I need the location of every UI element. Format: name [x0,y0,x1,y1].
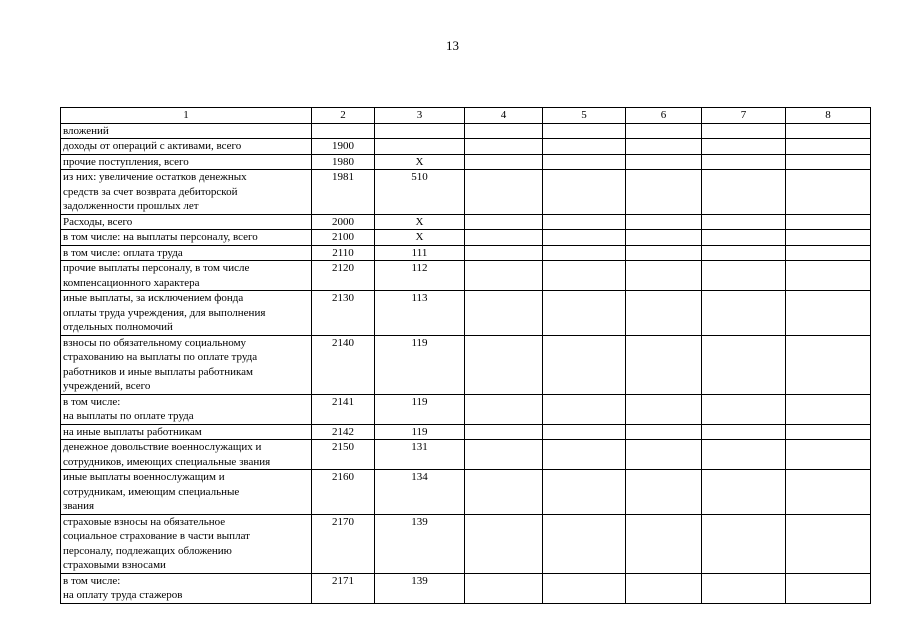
row-budget-code-cell: 134 [375,470,465,515]
table-row [61,514,871,573]
table-row [61,394,871,424]
row-name-cell: вложений [61,123,312,139]
row-value-cell [702,291,786,336]
row-value-cell [465,424,543,440]
row-value-cell [786,214,871,230]
row-line-code-cell: 2140 [312,335,375,394]
table-row [61,424,871,440]
row-value-cell [626,394,702,424]
row-name-cell: иные выплаты военнослужащим и сотрудникам, имеющим специальные звания [61,470,312,515]
row-value-cell [465,291,543,336]
row-budget-code-cell: 119 [375,335,465,394]
row-line-code-cell: 2160 [312,470,375,515]
row-name-cell: в том числе: на выплаты по оплате труда [61,394,312,424]
row-value-cell [465,335,543,394]
row-value-cell [626,154,702,170]
table-row [61,335,871,394]
plan-table [60,107,871,604]
row-budget-code-cell: 131 [375,440,465,470]
column-header: 5 [543,108,626,124]
row-value-cell [543,394,626,424]
row-name-cell: прочие поступления, всего [61,154,312,170]
row-line-code-cell: 2171 [312,573,375,603]
row-budget-code-cell: 139 [375,573,465,603]
row-value-cell [465,394,543,424]
table-row [61,573,871,603]
row-value-cell [465,261,543,291]
row-value-cell [465,470,543,515]
row-value-cell [702,139,786,155]
row-budget-code-cell: 113 [375,291,465,336]
row-value-cell [702,230,786,246]
row-line-code-cell: 1980 [312,154,375,170]
row-value-cell [702,123,786,139]
row-name-cell: страховые взносы на обязательное социальное страхование в части выплат персоналу, подлежащих обложению страховыми взносами [61,514,312,573]
row-budget-code-cell: X [375,154,465,170]
row-name-cell: денежное довольствие военнослужащих и сотрудников, имеющих специальные звания [61,440,312,470]
row-value-cell [543,230,626,246]
row-value-cell [626,470,702,515]
row-value-cell [626,123,702,139]
row-value-cell [465,440,543,470]
row-value-cell [543,214,626,230]
row-value-cell [465,230,543,246]
row-budget-code-cell [375,123,465,139]
row-value-cell [702,424,786,440]
column-header: 2 [312,108,375,124]
column-header: 8 [786,108,871,124]
row-value-cell [786,424,871,440]
row-name-cell: прочие выплаты персоналу, в том числе компенсационного характера [61,261,312,291]
row-value-cell [786,440,871,470]
row-value-cell [702,470,786,515]
row-line-code-cell: 2120 [312,261,375,291]
table-row [61,470,871,515]
row-value-cell [786,573,871,603]
row-value-cell [786,394,871,424]
row-value-cell [786,291,871,336]
row-value-cell [626,291,702,336]
row-value-cell [465,514,543,573]
row-line-code-cell: 2150 [312,440,375,470]
row-line-code-cell: 2100 [312,230,375,246]
row-value-cell [543,261,626,291]
table-row [61,230,871,246]
row-name-cell: в том числе: на оплату труда стажеров [61,573,312,603]
row-line-code-cell: 2000 [312,214,375,230]
row-value-cell [543,335,626,394]
row-value-cell [702,440,786,470]
row-value-cell [702,245,786,261]
table-row [61,139,871,155]
row-value-cell [626,261,702,291]
row-value-cell [702,335,786,394]
row-line-code-cell: 2110 [312,245,375,261]
table-row [61,214,871,230]
row-value-cell [786,245,871,261]
row-line-code-cell: 1981 [312,170,375,215]
row-value-cell [465,245,543,261]
page-number: 13 [446,38,459,53]
row-budget-code-cell: 112 [375,261,465,291]
row-value-cell [543,139,626,155]
row-budget-code-cell: 111 [375,245,465,261]
column-header: 1 [61,108,312,124]
row-value-cell [786,123,871,139]
table-row [61,245,871,261]
row-value-cell [465,214,543,230]
row-value-cell [626,230,702,246]
column-header: 3 [375,108,465,124]
row-budget-code-cell: X [375,230,465,246]
table-row [61,291,871,336]
row-value-cell [543,245,626,261]
row-value-cell [465,139,543,155]
row-budget-code-cell: 119 [375,424,465,440]
row-budget-code-cell: X [375,214,465,230]
row-value-cell [543,514,626,573]
row-value-cell [626,440,702,470]
row-value-cell [465,170,543,215]
row-name-cell: на иные выплаты работникам [61,424,312,440]
row-line-code-cell: 1900 [312,139,375,155]
row-value-cell [626,424,702,440]
row-value-cell [543,123,626,139]
header-row [61,108,871,124]
row-value-cell [543,440,626,470]
row-value-cell [543,573,626,603]
row-value-cell [786,154,871,170]
row-value-cell [626,170,702,215]
column-header: 6 [626,108,702,124]
row-value-cell [543,154,626,170]
row-value-cell [702,170,786,215]
row-value-cell [626,335,702,394]
row-value-cell [702,394,786,424]
row-name-cell: иные выплаты, за исключением фонда оплаты труда учреждения, для выполнения отдельных полномочий [61,291,312,336]
row-name-cell: взносы по обязательному социальному страхованию на выплаты по оплате труда работников и иные выплаты работникам учреждений, всего [61,335,312,394]
row-value-cell [702,514,786,573]
row-value-cell [626,245,702,261]
row-value-cell [786,261,871,291]
row-value-cell [786,139,871,155]
row-value-cell [626,573,702,603]
row-value-cell [702,154,786,170]
row-budget-code-cell: 510 [375,170,465,215]
table-row [61,261,871,291]
table-row [61,170,871,215]
row-value-cell [786,514,871,573]
row-value-cell [626,139,702,155]
row-line-code-cell: 2141 [312,394,375,424]
row-name-cell: в том числе: на выплаты персоналу, всего [61,230,312,246]
row-value-cell [465,573,543,603]
row-value-cell [786,470,871,515]
row-budget-code-cell [375,139,465,155]
table-row [61,440,871,470]
row-value-cell [465,123,543,139]
row-name-cell: Расходы, всего [61,214,312,230]
column-header: 4 [465,108,543,124]
row-value-cell [702,261,786,291]
row-name-cell: доходы от операций с активами, всего [61,139,312,155]
row-value-cell [626,214,702,230]
row-value-cell [702,573,786,603]
row-value-cell [786,170,871,215]
table-body [61,123,871,603]
row-value-cell [465,154,543,170]
row-value-cell [626,514,702,573]
row-value-cell [543,424,626,440]
row-line-code-cell: 2142 [312,424,375,440]
row-name-cell: из них: увеличение остатков денежных средств за счет возврата дебиторской задолженности прошлых лет [61,170,312,215]
column-header: 7 [702,108,786,124]
row-value-cell [786,335,871,394]
row-value-cell [786,230,871,246]
table-row [61,123,871,139]
row-budget-code-cell: 119 [375,394,465,424]
row-name-cell: в том числе: оплата труда [61,245,312,261]
row-budget-code-cell: 139 [375,514,465,573]
row-value-cell [543,291,626,336]
row-value-cell [543,470,626,515]
row-value-cell [543,170,626,215]
row-line-code-cell: 2130 [312,291,375,336]
row-value-cell [702,214,786,230]
table-row [61,154,871,170]
row-line-code-cell [312,123,375,139]
row-line-code-cell: 2170 [312,514,375,573]
